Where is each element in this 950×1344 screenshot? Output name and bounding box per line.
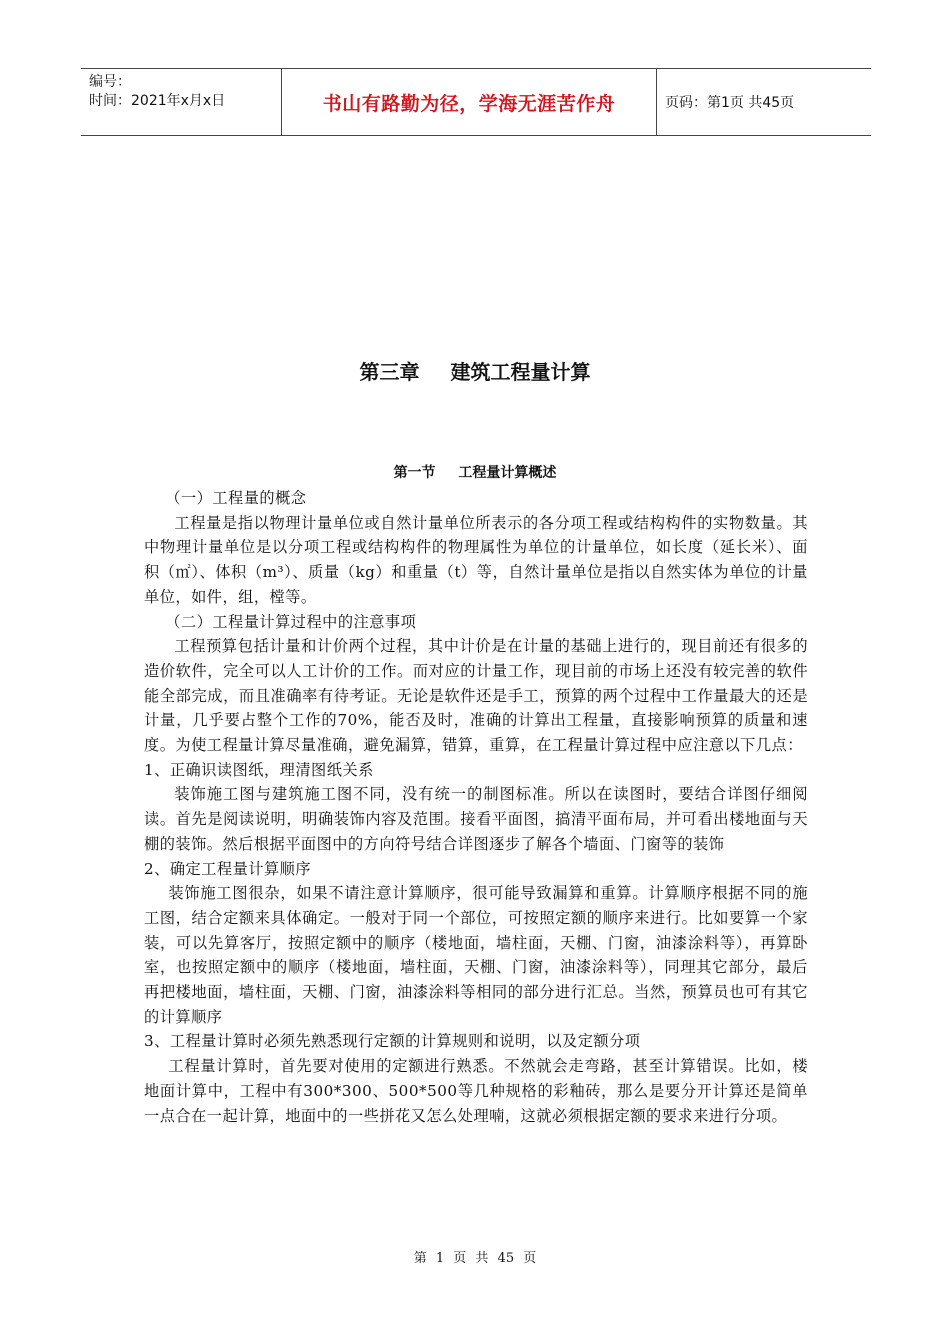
subheading-notes: （二）工程量计算过程中的注意事项 [165, 612, 417, 631]
body-text [144, 486, 808, 1128]
list-heading: 1、正确识读图纸，理清图纸关系 [144, 760, 374, 779]
list-heading: 3、工程量计算时必须先熟悉现行定额的计算规则和说明，以及定额分项 [144, 1032, 641, 1051]
paragraph: 装饰施工图与建筑施工图不同，没有统一的制图标准。所以在读图时，要结合详图仔细阅读。首先是阅读说明，明确装饰内容及范围。接看平面图，搞清平面布局，并可看出楼地面与天棚的装饰。然后根据平面图中的方向符号结合详图逐步了解各个墙面、门窗等的装饰 [144, 785, 808, 853]
serial-label: 编号： [89, 74, 131, 90]
paragraph: 工程量是指以物理计量单位或自然计量单位所表示的各分项工程或结构构件的实物数量。其中物理计量单位是以分项工程或结构构件的物理属性为单位的计量单位，如长度（延长米）、面积（㎡）、体积（m³）、质量（kg）和重量（t）等，自然计量单位是指以自然实体为单位的计量单位，如件，组，樘等。 [144, 513, 808, 606]
header-motto: 书山有路勤为径，学海无涯苦作舟 [282, 69, 657, 135]
page-footer: 第 1 页 共 45 页 [413, 1251, 537, 1266]
header-page-info: 页码：第1页 共45页 [665, 95, 795, 111]
time-label: 时间：2021年x月x日 [89, 93, 226, 109]
chapter-title: 第三章 建筑工程量计算 [359, 360, 591, 384]
section-title: 第一节 工程量计算概述 [393, 465, 557, 481]
document-header [81, 68, 871, 136]
list-heading: 2、确定工程量计算顺序 [144, 859, 312, 878]
paragraph: 工程预算包括计量和计价两个过程，其中计价是在计量的基础上进行的，现目前还有很多的造价软件，完全可以人工计价的工作。而对应的计量工作，现目前的市场上还没有较完善的软件能全部完成，而且准确率有待考证。无论是软件还是手工，预算的两个过程中工作量最大的还是计量，几乎要占整个工作的70%，能否及时，准确的计算出工程量，直接影响预算的质量和速度。为使工程量计算尽量准确，避免漏算，错算，重算，在工程量计算过程中应注意以下几点： [144, 637, 808, 755]
header-meta-cell [81, 69, 282, 135]
paragraph: 装饰施工图很杂，如果不请注意计算顺序，很可能导致漏算和重算。计算顺序根据不同的施工图，结合定额来具体确定。一般对于同一个部位，可按照定额的顺序来进行。比如要算一个家装，可以先算客厅，按照定额中的顺序（楼地面，墙柱面，天棚、门窗，油漆涂料等），再算卧室，也按照定额中的顺序（楼地面，墙柱面，天棚、门窗，油漆涂料等），同理其它部分，最后再把楼地面，墙柱面，天棚、门窗，油漆涂料等相同的部分进行汇总。当然，预算员也可有其它的计算顺序 [144, 884, 808, 1026]
subheading-concept: （一）工程量的概念 [165, 489, 307, 507]
paragraph: 工程量计算时，首先要对使用的定额进行熟悉。不然就会走弯路，甚至计算错误。比如，楼地面计算中，工程中有300*300、500*500等几种规格的彩釉砖，那么是要分开计算还是简单一点合在一起计算，地面中的一些拼花又怎么处理喃，这就必须根据定额的要求来进行分项。 [144, 1057, 808, 1125]
